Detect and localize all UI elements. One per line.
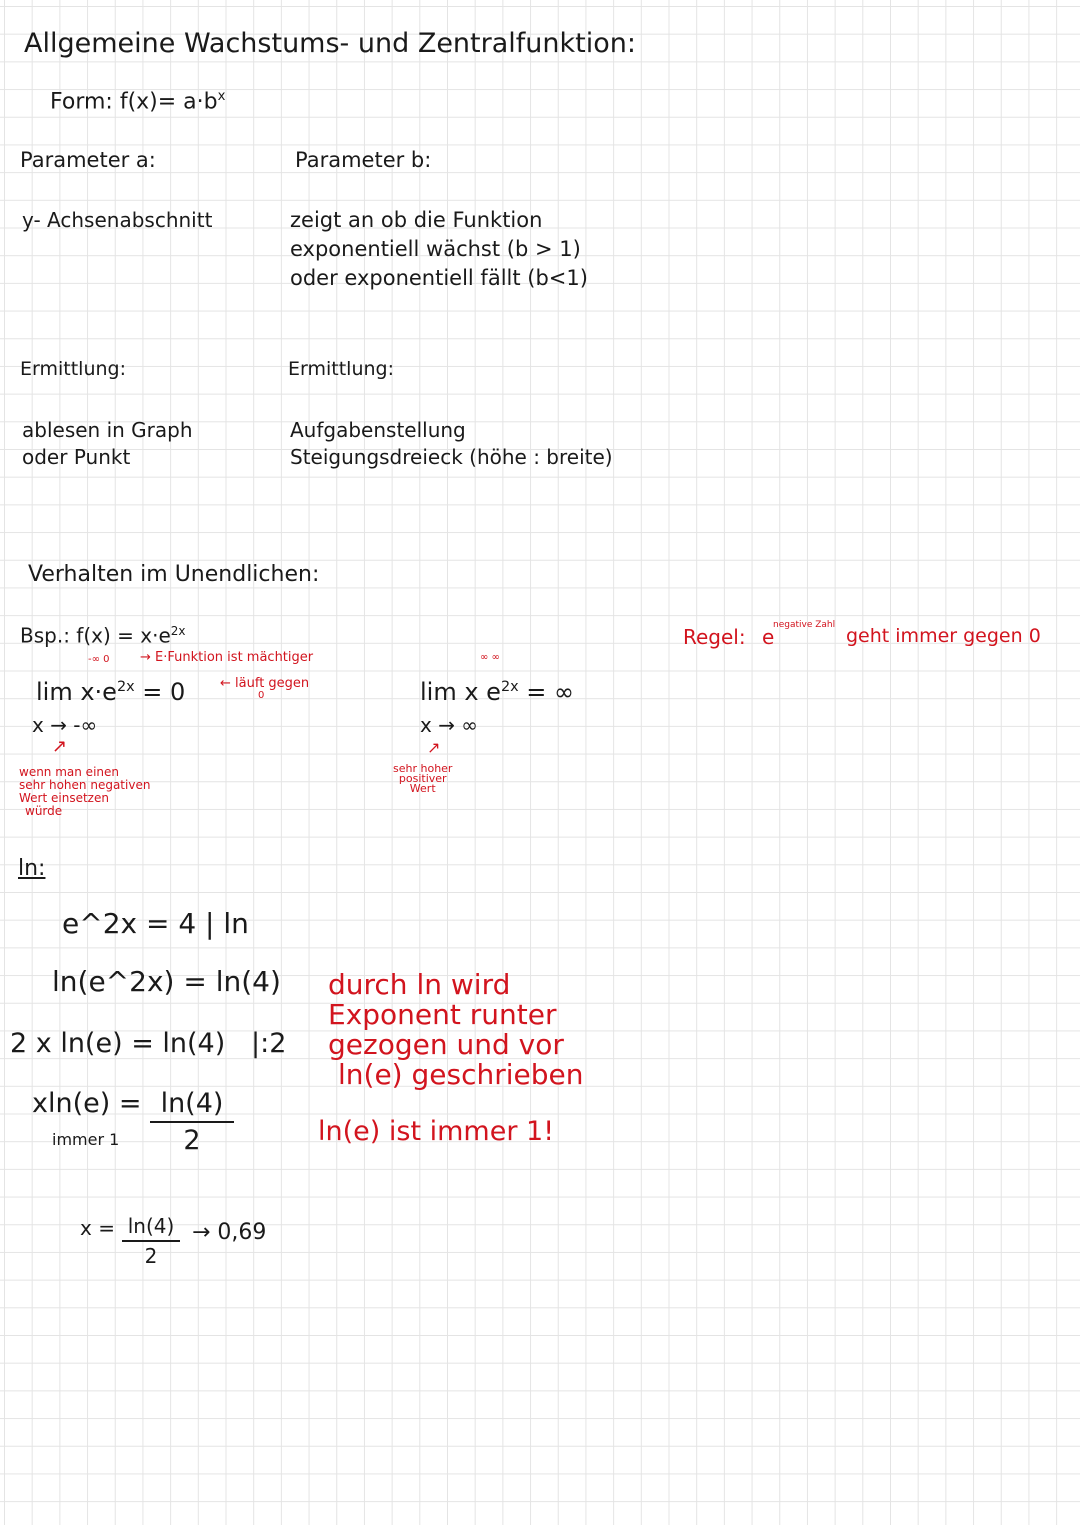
- note-line: Exponent runter: [328, 998, 557, 1031]
- note-line: sehr hohen negativen: [19, 778, 151, 792]
- param-b-ermittlung-2: Steigungsdreieck (höhe : breite): [290, 445, 613, 469]
- note-line: wenn man einen: [19, 765, 119, 779]
- ln-step-5-left: x =: [80, 1216, 115, 1240]
- param-b-heading: Parameter b:: [295, 148, 432, 172]
- left-limit-sub: x → -∞: [32, 713, 98, 737]
- rule-label: Regel:: [683, 625, 746, 649]
- numerator: ln(4): [127, 1214, 175, 1238]
- right-lim-text: lim x e: [420, 678, 501, 706]
- arrow-icon: ↗: [52, 736, 68, 757]
- verhalten-heading: Verhalten im Unendlichen:: [28, 562, 320, 587]
- rule-text: geht immer gegen 0: [846, 625, 1041, 647]
- ln-note-2: ln(e) ist immer 1!: [318, 1116, 555, 1147]
- left-lim-text: lim x·e: [36, 678, 117, 706]
- denominator: 2: [183, 1125, 201, 1156]
- note-line: gezogen und vor: [328, 1028, 564, 1061]
- left-note-right-sub: 0: [258, 690, 265, 701]
- param-a-heading: Parameter a:: [20, 148, 156, 172]
- param-b-desc-3: oder exponentiell fällt (b<1): [290, 266, 588, 290]
- example-exp: 2x: [170, 624, 186, 638]
- left-note-bottom: [19, 766, 150, 818]
- left-lim-result: = 0: [142, 678, 186, 706]
- param-b-ermittlung-1: Aufgabenstellung: [290, 418, 466, 442]
- param-b-ermittlung-heading: Ermittlung:: [288, 358, 394, 380]
- note-line: sehr hoher: [393, 762, 453, 775]
- left-note-right: ← läuft gegen: [220, 676, 310, 691]
- ln-step-2: ln(e^2x) = ln(4): [52, 965, 281, 998]
- right-lim-result: = ∞: [526, 678, 575, 706]
- note-line: Wert einsetzen: [19, 791, 109, 805]
- param-b-desc-1: zeigt an ob die Funktion: [290, 208, 543, 232]
- note-line: durch ln wird: [328, 968, 511, 1001]
- right-note-bottom: [393, 764, 452, 794]
- param-a-ermittlung-2: oder Punkt: [22, 445, 131, 469]
- note-line: Wert: [409, 782, 436, 795]
- form-text: Form: f(x)= a·b: [50, 89, 218, 115]
- note-line: würde: [25, 804, 63, 818]
- right-annot-top: ∞ ∞: [480, 652, 500, 663]
- ln-heading: ln:: [18, 856, 46, 881]
- param-a-ermittlung-heading: Ermittlung:: [20, 358, 126, 380]
- note-line: ln(e) geschrieben: [338, 1058, 584, 1091]
- page-title: Allgemeine Wachstums- und Zentralfunktion:: [24, 28, 636, 59]
- rule-exp: negative Zahl: [773, 620, 836, 630]
- left-annot-top: -∞ 0: [88, 654, 110, 665]
- form-exp: x: [217, 89, 226, 104]
- right-lim-exp: 2x: [500, 679, 519, 695]
- ln-step-5-result: → 0,69: [192, 1220, 267, 1245]
- right-limit: [420, 680, 574, 704]
- param-b-desc-2: exponentiell wächst (b > 1): [290, 237, 581, 261]
- example-formula: [20, 625, 186, 646]
- note-line: positiver: [398, 772, 447, 785]
- ln-step-1: e^2x = 4 | ln: [62, 907, 249, 940]
- arrow-icon: ↗: [427, 738, 441, 757]
- ln-note: [328, 970, 584, 1090]
- ln-step-5-fraction: [122, 1214, 180, 1268]
- left-note-top: → E·Funktion ist mächtiger: [140, 650, 314, 665]
- form-formula: [50, 90, 225, 113]
- rule-base: e: [762, 625, 775, 649]
- example-text: Bsp.: f(x) = x·e: [20, 623, 171, 648]
- ln-step-3: 2 x ln(e) = ln(4) |:2: [10, 1028, 287, 1059]
- ln-step-4-under: immer 1: [52, 1130, 120, 1149]
- param-a-desc: y- Achsenabschnitt: [22, 208, 213, 232]
- left-limit: [36, 680, 185, 704]
- denominator: 2: [144, 1244, 158, 1268]
- ln-step-4-left: xln(e) =: [32, 1088, 142, 1119]
- numerator: ln(4): [160, 1088, 224, 1119]
- ln-step-4-fraction: [150, 1088, 234, 1156]
- right-limit-sub: x → ∞: [420, 713, 478, 737]
- left-lim-exp: 2x: [116, 679, 135, 695]
- param-a-ermittlung-1: ablesen in Graph: [22, 418, 193, 442]
